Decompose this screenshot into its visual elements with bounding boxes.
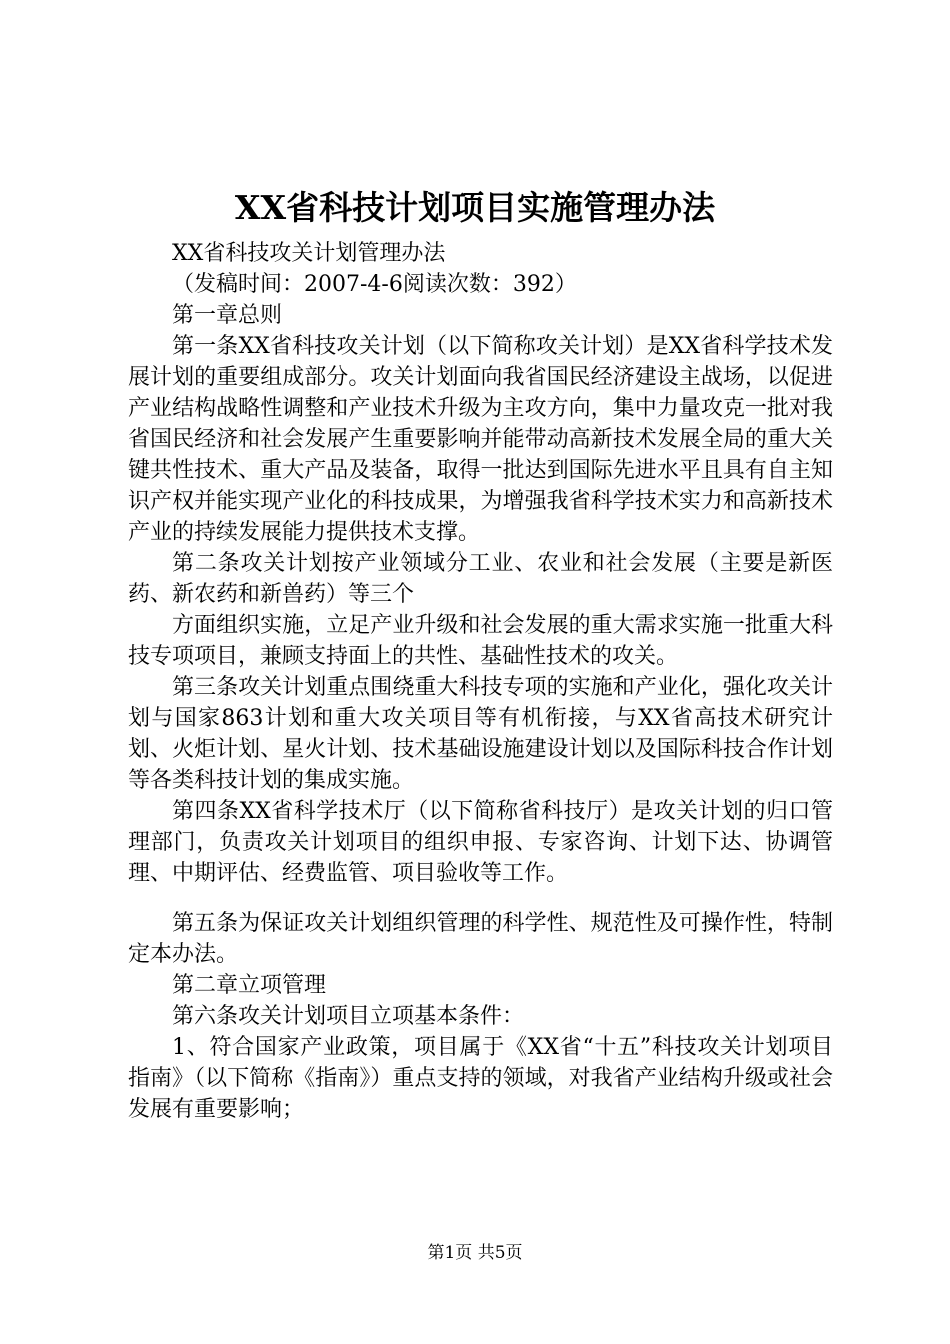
- paragraph-subtitle: XX省科技攻关计划管理办法: [172, 241, 446, 266]
- chapter-heading-2: 第二章立项管理: [172, 973, 327, 998]
- chapter-heading-1: 第一章总则: [172, 303, 283, 328]
- document-body: [128, 238, 833, 1125]
- article-2-continued: 方面组织实施，立足产业升级和社会发展的重大需求实施一批重大科技专项项目，兼顾支持面上的共性、基础性技术的攻关。: [128, 613, 833, 669]
- document-title: XX省科技计划项目实施管理办法: [234, 188, 716, 227]
- article-5: 第五条为保证攻关计划组织管理的科学性、规范性及可操作性，特制定本办法。: [128, 911, 833, 967]
- page-number: 第1页 共5页: [427, 1243, 523, 1263]
- article-6: 第六条攻关计划项目立项基本条件：: [172, 1004, 525, 1029]
- article-4: 第四条XX省科学技术厅（以下简称省科技厅）是攻关计划的归口管理部门，负责攻关计划项目的组织申报、专家咨询、计划下达、协调管理、中期评估、经费监管、项目验收等工作。: [128, 799, 833, 886]
- article-1: 第一条XX省科技攻关计划（以下简称攻关计划）是XX省科学技术发展计划的重要组成部分。攻关计划面向我省国民经济建设主战场，以促进产业结构战略性调整和产业技术升级为主攻方向，集中力量攻克一批对我省国民经济和社会发展产生重要影响并能带动高新技术发展全局的重大关键共性技术、重大产品及装备，取得一批达到国际先进水平且具有自主知识产权并能实现产业化的科技成果，为增强我省科学技术实力和高新技术产业的持续发展能力提供技术支撑。: [128, 334, 833, 545]
- article-3: 第三条攻关计划重点围绕重大科技专项的实施和产业化，强化攻关计划与国家863计划和重大攻关项目等有机衔接，与XX省高技术研究计划、火炬计划、星火计划、技术基础设施建设计划以及国际科技合作计划等各类科技计划的集成实施。: [128, 675, 833, 793]
- article-2: 第二条攻关计划按产业领域分工业、农业和社会发展（主要是新医药、新农药和新兽药）等三个: [128, 551, 833, 607]
- paragraph-publish-info: （发稿时间：2007-4-6阅读次数：392）: [172, 272, 577, 297]
- article-6-item-1: 1、符合国家产业政策，项目属于《XX省“十五”科技攻关计划项目指南》（以下简称《指南》）重点支持的领域，对我省产业结构升级或社会发展有重要影响；: [128, 1035, 833, 1122]
